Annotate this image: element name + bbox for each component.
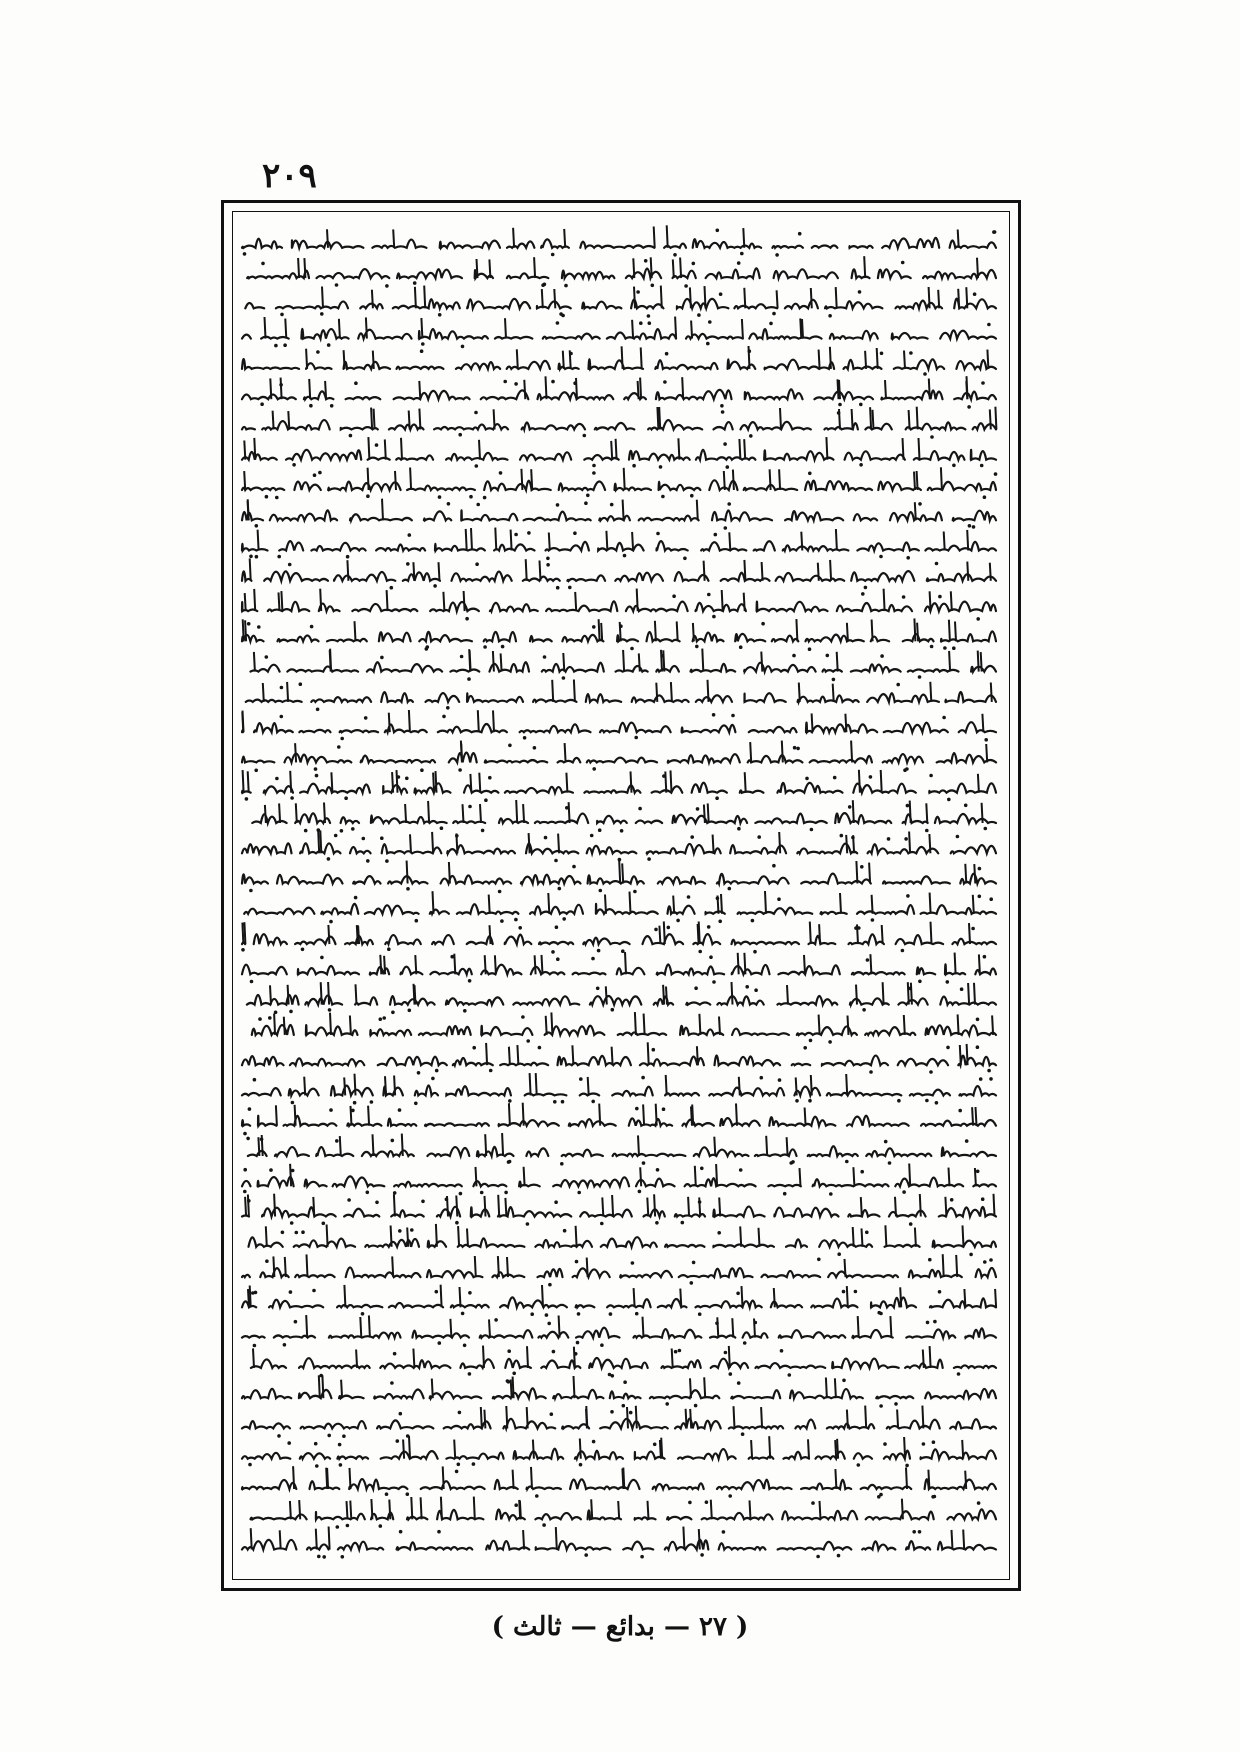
text-line <box>244 891 996 923</box>
text-line <box>242 589 996 621</box>
text-line <box>242 952 996 984</box>
text-line <box>245 286 996 318</box>
arabic-text-lines <box>236 216 1000 1568</box>
text-line <box>252 800 996 833</box>
text-line <box>247 982 996 1014</box>
text-line <box>242 1042 996 1074</box>
text-line <box>242 1436 996 1468</box>
text-line <box>242 741 996 773</box>
text-line <box>242 317 996 349</box>
text-line <box>246 680 996 712</box>
text-line <box>242 346 996 376</box>
text-line <box>242 1285 996 1317</box>
text-line <box>251 1346 996 1378</box>
text-line <box>242 1406 996 1438</box>
text-line <box>242 618 996 651</box>
text-line <box>251 649 997 682</box>
text-line <box>246 1133 996 1166</box>
text-line <box>242 1527 996 1559</box>
body-text-block <box>236 216 1000 1568</box>
text-line <box>242 376 996 409</box>
text-line <box>242 1164 996 1196</box>
text-line <box>249 1224 997 1256</box>
text-line <box>242 861 996 894</box>
text-line <box>242 1194 996 1226</box>
text-line <box>242 558 996 589</box>
text-line <box>241 921 996 953</box>
text-line <box>242 1073 996 1105</box>
text-line <box>242 1103 996 1136</box>
text-line <box>242 437 996 469</box>
text-line <box>251 1497 997 1529</box>
text-line <box>242 225 996 256</box>
text-line <box>242 528 996 561</box>
text-line <box>242 499 996 530</box>
text-line <box>242 770 996 802</box>
text-line <box>242 1466 996 1498</box>
text-line <box>242 710 996 742</box>
text-line <box>242 1375 996 1407</box>
text-line <box>242 467 997 499</box>
text-line <box>242 830 996 862</box>
page-number: ٢٠٩ <box>262 156 317 196</box>
text-line <box>247 256 996 288</box>
text-line <box>242 1254 996 1286</box>
text-line <box>242 1315 996 1347</box>
text-line <box>242 407 996 439</box>
footer-signature: ( ٢٧ — بدائع — ثالث ) <box>491 1612 749 1642</box>
text-line <box>252 1012 996 1044</box>
